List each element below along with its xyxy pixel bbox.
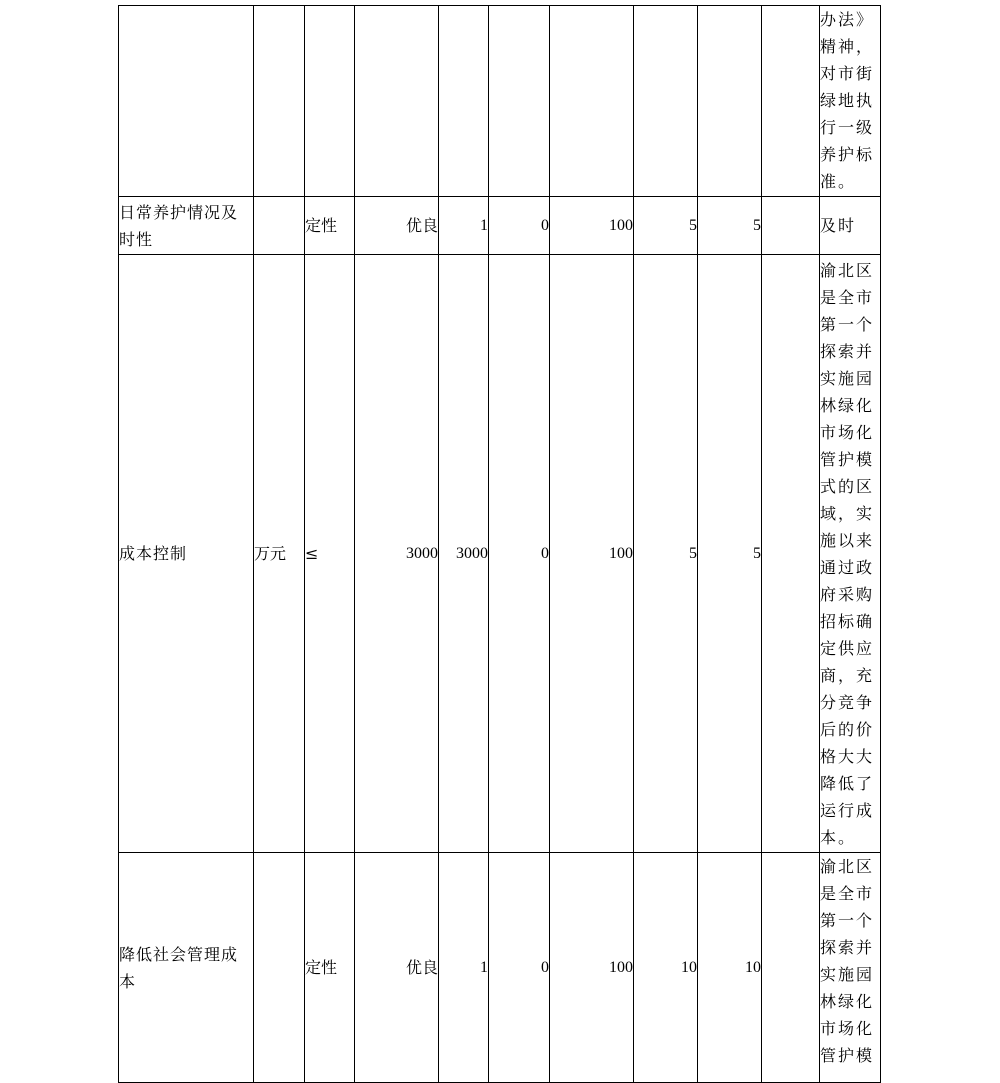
note-cell: 及时 bbox=[820, 197, 881, 255]
empty-cell bbox=[762, 197, 820, 255]
table-row bbox=[119, 255, 881, 853]
completion-rate-cell bbox=[550, 6, 634, 197]
empty-cell bbox=[762, 6, 820, 197]
indicator-name-cell: 日常养护情况及时性 bbox=[119, 197, 254, 255]
actual-value-cell: 1 bbox=[439, 853, 489, 1083]
target-value-cell: 3000 bbox=[355, 255, 439, 853]
performance-table bbox=[118, 5, 881, 1083]
table-row bbox=[119, 6, 881, 197]
score-cell: 5 bbox=[698, 197, 762, 255]
weight-cell bbox=[634, 6, 698, 197]
deviation-cell: 0 bbox=[489, 853, 550, 1083]
target-value-cell: 优良 bbox=[355, 853, 439, 1083]
unit-cell bbox=[254, 197, 305, 255]
qualifier-cell: ≤ bbox=[305, 255, 355, 853]
weight-cell: 10 bbox=[634, 853, 698, 1083]
unit-cell bbox=[254, 853, 305, 1083]
actual-value-cell: 3000 bbox=[439, 255, 489, 853]
note-cell: 办法》精神，对市街绿地执行一级养护标准。 bbox=[820, 6, 881, 197]
indicator-name-cell: 成本控制 bbox=[119, 255, 254, 853]
target-value-cell bbox=[355, 6, 439, 197]
note-cell: 渝北区是全市第一个探索并实施园林绿化市场化管护模式的区域，实施以来通过政府采购招标确定供应商，充分竞争后的价格大大降低了运行成本。 bbox=[820, 255, 881, 853]
qualifier-cell bbox=[305, 6, 355, 197]
score-cell: 10 bbox=[698, 853, 762, 1083]
indicator-name-cell: 降低社会管理成本 bbox=[119, 853, 254, 1083]
actual-value-cell bbox=[439, 6, 489, 197]
qualifier-cell: 定性 bbox=[305, 853, 355, 1083]
score-cell bbox=[698, 6, 762, 197]
score-cell: 5 bbox=[698, 255, 762, 853]
actual-value-cell: 1 bbox=[439, 197, 489, 255]
empty-cell bbox=[762, 853, 820, 1083]
completion-rate-cell: 100 bbox=[550, 197, 634, 255]
weight-cell: 5 bbox=[634, 255, 698, 853]
qualifier-cell: 定性 bbox=[305, 197, 355, 255]
completion-rate-cell: 100 bbox=[550, 853, 634, 1083]
deviation-cell: 0 bbox=[489, 255, 550, 853]
table-row bbox=[119, 853, 881, 1083]
note-cell: 渝北区是全市第一个探索并实施园林绿化市场化管护模 bbox=[820, 853, 881, 1083]
indicator-name-cell bbox=[119, 6, 254, 197]
unit-cell: 万元 bbox=[254, 255, 305, 853]
deviation-cell: 0 bbox=[489, 197, 550, 255]
deviation-cell bbox=[489, 6, 550, 197]
weight-cell: 5 bbox=[634, 197, 698, 255]
completion-rate-cell: 100 bbox=[550, 255, 634, 853]
empty-cell bbox=[762, 255, 820, 853]
table-row bbox=[119, 197, 881, 255]
unit-cell bbox=[254, 6, 305, 197]
target-value-cell: 优良 bbox=[355, 197, 439, 255]
